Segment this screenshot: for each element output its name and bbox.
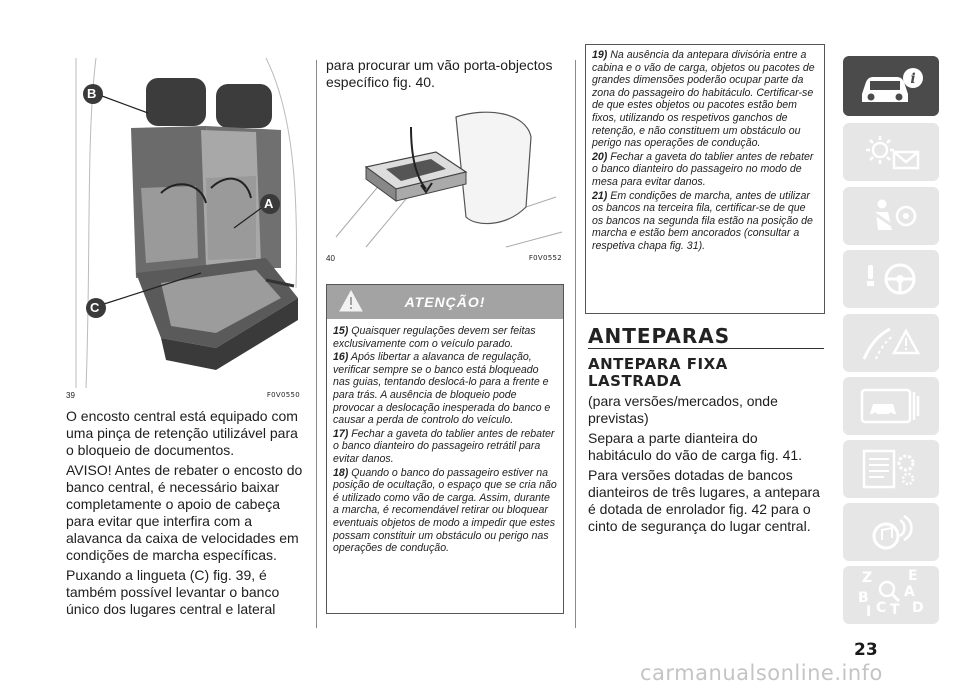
note-text: Quaisquer regulações devem ser feitas exclusivamente com o veículo parado. xyxy=(333,325,536,350)
paragraph: Puxando a lingueta (C) fig. 39, é também possível levantar o banco único dos lugares central e lateral xyxy=(66,567,280,617)
column-2-intro: para procurar um vão porta-objectos específico fig. 40. xyxy=(326,57,553,90)
note-item xyxy=(333,428,558,466)
column-3-text xyxy=(588,393,824,538)
index-letter: C xyxy=(876,600,887,616)
figure-40 xyxy=(326,97,564,249)
sidebar-tab-maintenance[interactable] xyxy=(843,377,939,435)
sidebar-tab-emergency[interactable] xyxy=(843,314,939,372)
note-item xyxy=(592,49,819,150)
figure-39-caption xyxy=(66,391,300,400)
airbag-safety-icon xyxy=(856,194,926,238)
column-divider xyxy=(575,60,576,628)
sidebar-tab-safety[interactable] xyxy=(843,187,939,245)
sidebar-tab-technical-data[interactable] xyxy=(843,440,939,498)
warning-triangle-icon xyxy=(339,289,363,313)
technical-data-icon xyxy=(856,447,926,491)
note-item xyxy=(592,190,819,253)
seat-table-illustration xyxy=(326,97,564,249)
figure-40-caption xyxy=(326,254,562,263)
warning-lights-icon xyxy=(856,130,926,174)
note-text: Fechar a gaveta do tablier antes de rebater o banco dianteiro do passageiro retrátil para evitar danos. xyxy=(333,427,555,465)
figure-39-number: 39 xyxy=(66,391,75,400)
index-letter: T xyxy=(890,602,900,618)
steering-wheel-icon xyxy=(856,257,926,301)
warning-notes xyxy=(586,45,824,253)
column-1-text xyxy=(66,408,304,621)
paragraph: Para versões dotadas de bancos dianteiros de três lugares, a antepara é dotada de enrolador fig. 42 para o cinto de segurança do lugar central. xyxy=(588,467,820,534)
note-item xyxy=(592,151,819,189)
subsection-title-line-2: LASTRADA xyxy=(588,372,682,390)
magnifier-icon xyxy=(876,578,902,604)
multimedia-icon xyxy=(856,510,926,554)
index-letter: I xyxy=(866,604,872,620)
section-rule xyxy=(588,348,824,349)
warning-title: ATENÇÃO! xyxy=(404,294,486,310)
note-item xyxy=(333,325,558,350)
sidebar-tab-driving[interactable] xyxy=(843,250,939,308)
figure-39-code: F0V0550 xyxy=(266,391,300,399)
index-letter: E xyxy=(908,568,918,584)
warning-header xyxy=(327,285,563,319)
note-number: 21) xyxy=(592,189,608,202)
index-letter: Z xyxy=(862,570,873,586)
seat-illustration xyxy=(66,58,300,388)
index-letter: A xyxy=(904,584,915,600)
road-hazard-icon xyxy=(856,321,926,365)
subsection-title-line-1: ANTEPARA FIXA xyxy=(588,355,728,373)
paragraph: Separa a parte dianteira do habitáculo do vão de carga fig. 41. xyxy=(588,430,803,463)
index-letter: D xyxy=(912,600,924,616)
note-number: 20) xyxy=(592,150,608,163)
sidebar-tab-car-info[interactable] xyxy=(843,56,939,116)
note-number: 17) xyxy=(333,427,349,440)
paragraph: O encosto central está equipado com uma pinça de retenção utilizável para o bloqueio de documentos. xyxy=(66,408,298,458)
figure-39 xyxy=(66,58,300,388)
figure-40-number: 40 xyxy=(326,254,335,263)
note-item xyxy=(333,351,558,427)
section-title: ANTEPARAS xyxy=(588,324,731,348)
note-text: Após libertar a alavanca de regulação, verificar sempre se o banco está bloqueado nas guias, tentando deslocá-lo para a frente e para trás. A ausência de bloqueio pode provocar a deslocação inesperada do banco e causar a perda de controlo do veículo. xyxy=(333,351,551,427)
note-item xyxy=(333,467,558,555)
page-number: 23 xyxy=(854,640,878,660)
note-text: Em condições de marcha, antes de utilizar os bancos na terceira fila, certificar-se de que os bancos na segunda fila estão na posição de marcha e estão bem ancorados (consultar a respetiva chapa fig. 31). xyxy=(592,189,813,252)
paragraph: AVISO! Antes de rebater o encosto do banco central, é necessário baixar completamente o apoio de cabeça para evitar que interfira com a alavanca da caixa de velocidades em condições de marcha específicas. xyxy=(66,462,303,563)
alphabetical-index-icon xyxy=(856,570,926,620)
callout-c: C xyxy=(90,300,100,315)
note-number: 15) xyxy=(333,325,349,337)
watermark: carmanualsonline.info xyxy=(640,661,883,685)
callout-b: B xyxy=(87,86,97,101)
sidebar-tab-warning-lights[interactable] xyxy=(843,123,939,181)
note-text: Fechar a gaveta do tablier antes de rebater o banco dianteiro do passageiro no modo de mesa para evitar danos. xyxy=(592,150,814,188)
car-info-icon xyxy=(856,64,926,108)
paragraph: (para versões/mercados, onde previstas) xyxy=(588,393,778,426)
warning-notes xyxy=(327,319,563,555)
svg-text:i: i xyxy=(910,71,916,87)
figure-40-code: F0V0552 xyxy=(528,254,562,262)
note-text: Quando o banco do passageiro estiver na posição de ocultação, o espaço que se cria não é utilizado como vão de carga. Assim, durante a marcha, é recomendável retirar ou bloquear eventuais objetos de modo a impedir que estes possam constituir um obstáculo ou perigo nas operações de condução. xyxy=(333,466,557,555)
callout-a: A xyxy=(264,196,274,211)
warning-box-continued xyxy=(585,44,825,314)
column-divider xyxy=(316,60,317,628)
sidebar-tab-multimedia[interactable] xyxy=(843,503,939,561)
warning-box xyxy=(326,284,564,614)
index-letter: B xyxy=(858,590,869,606)
sidebar-tab-alphabetical-index[interactable] xyxy=(843,566,939,624)
note-number: 19) xyxy=(592,49,608,61)
car-service-icon xyxy=(856,384,926,428)
note-text: Na ausência da antepara divisória entre a cabina e o vão de carga, objetos ou pacotes de grandes dimensões poderão ocupar parte da zona do passageiro do habitáculo. Certificar-se de que estes objetos ou pacotes estão bem fixos, utilizando os respetivos ganchos de retenção, e não constituem um obstáculo ou perigo nas operações de condução. xyxy=(592,49,815,150)
note-number: 18) xyxy=(333,466,349,479)
note-number: 16) xyxy=(333,351,349,364)
